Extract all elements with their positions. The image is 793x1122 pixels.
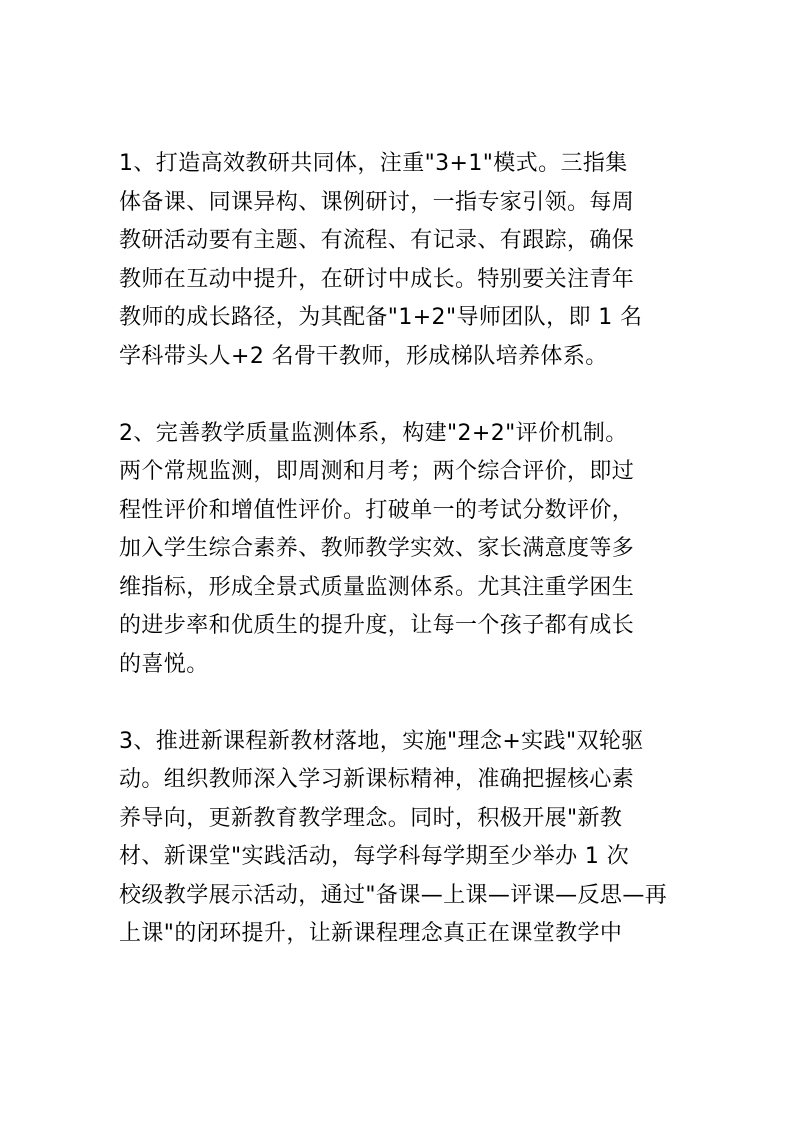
paragraph-1 xyxy=(119,145,679,376)
paragraph-line: 的喜悦。 xyxy=(119,651,209,677)
paragraph-line: 动。组织教师深入学习新课标精神，准确把握核心素 xyxy=(119,767,635,792)
paragraph-3 xyxy=(119,723,679,954)
paragraph-line: 材、新课堂"实践活动，每学科每学期至少举办 1 次 xyxy=(119,844,630,869)
paragraph-2 xyxy=(119,415,679,685)
paragraph-line: 校级教学展示活动，通过"备课—上课—评课—反思—再 xyxy=(119,882,668,908)
paragraph-line: 学科带头人+2 名骨干教师，形成梯队培养体系。 xyxy=(119,343,608,369)
paragraph-line: 上课"的闭环提升，让新课程理念真正在课堂教学中 xyxy=(119,921,623,946)
paragraph-line: 教研活动要有主题、有流程、有记录、有跟踪，确保 xyxy=(119,228,635,253)
paragraph-line: 加入学生综合素养、教师教学实效、家长满意度等多 xyxy=(119,536,635,561)
paragraph-line: 教师的成长路径，为其配备"1+2"导师团队，即 1 名 xyxy=(119,305,643,330)
paragraph-line: 教师在互动中提升，在研讨中成长。特别要关注青年 xyxy=(119,266,635,292)
paragraph-line: 养导向，更新教育教学理念。同时，积极开展"新教 xyxy=(119,805,623,831)
paragraph-line: 的进步率和优质生的提升度，让每一个孩子都有成长 xyxy=(119,613,635,638)
paragraph-line: 3、推进新课程新教材落地，实施"理念+实践"双轮驱 xyxy=(119,728,644,754)
paragraph-line: 两个常规监测，即周测和月考；两个综合评价，即过 xyxy=(119,459,635,484)
paragraph-line: 体备课、同课异构、课例研讨，一指专家引领。每周 xyxy=(119,189,635,215)
paragraph-line: 维指标，形成全景式质量监测体系。尤其注重学困生 xyxy=(119,574,635,600)
document-body xyxy=(119,145,679,992)
paragraph-line: 2、完善教学质量监测体系，构建"2+2"评价机制。 xyxy=(119,420,628,446)
paragraph-line: 1、打造高效教研共同体，注重"3+1"模式。三指集 xyxy=(119,151,628,176)
paragraph-line: 程性评价和增值性评价。打破单一的考试分数评价， xyxy=(119,497,635,523)
